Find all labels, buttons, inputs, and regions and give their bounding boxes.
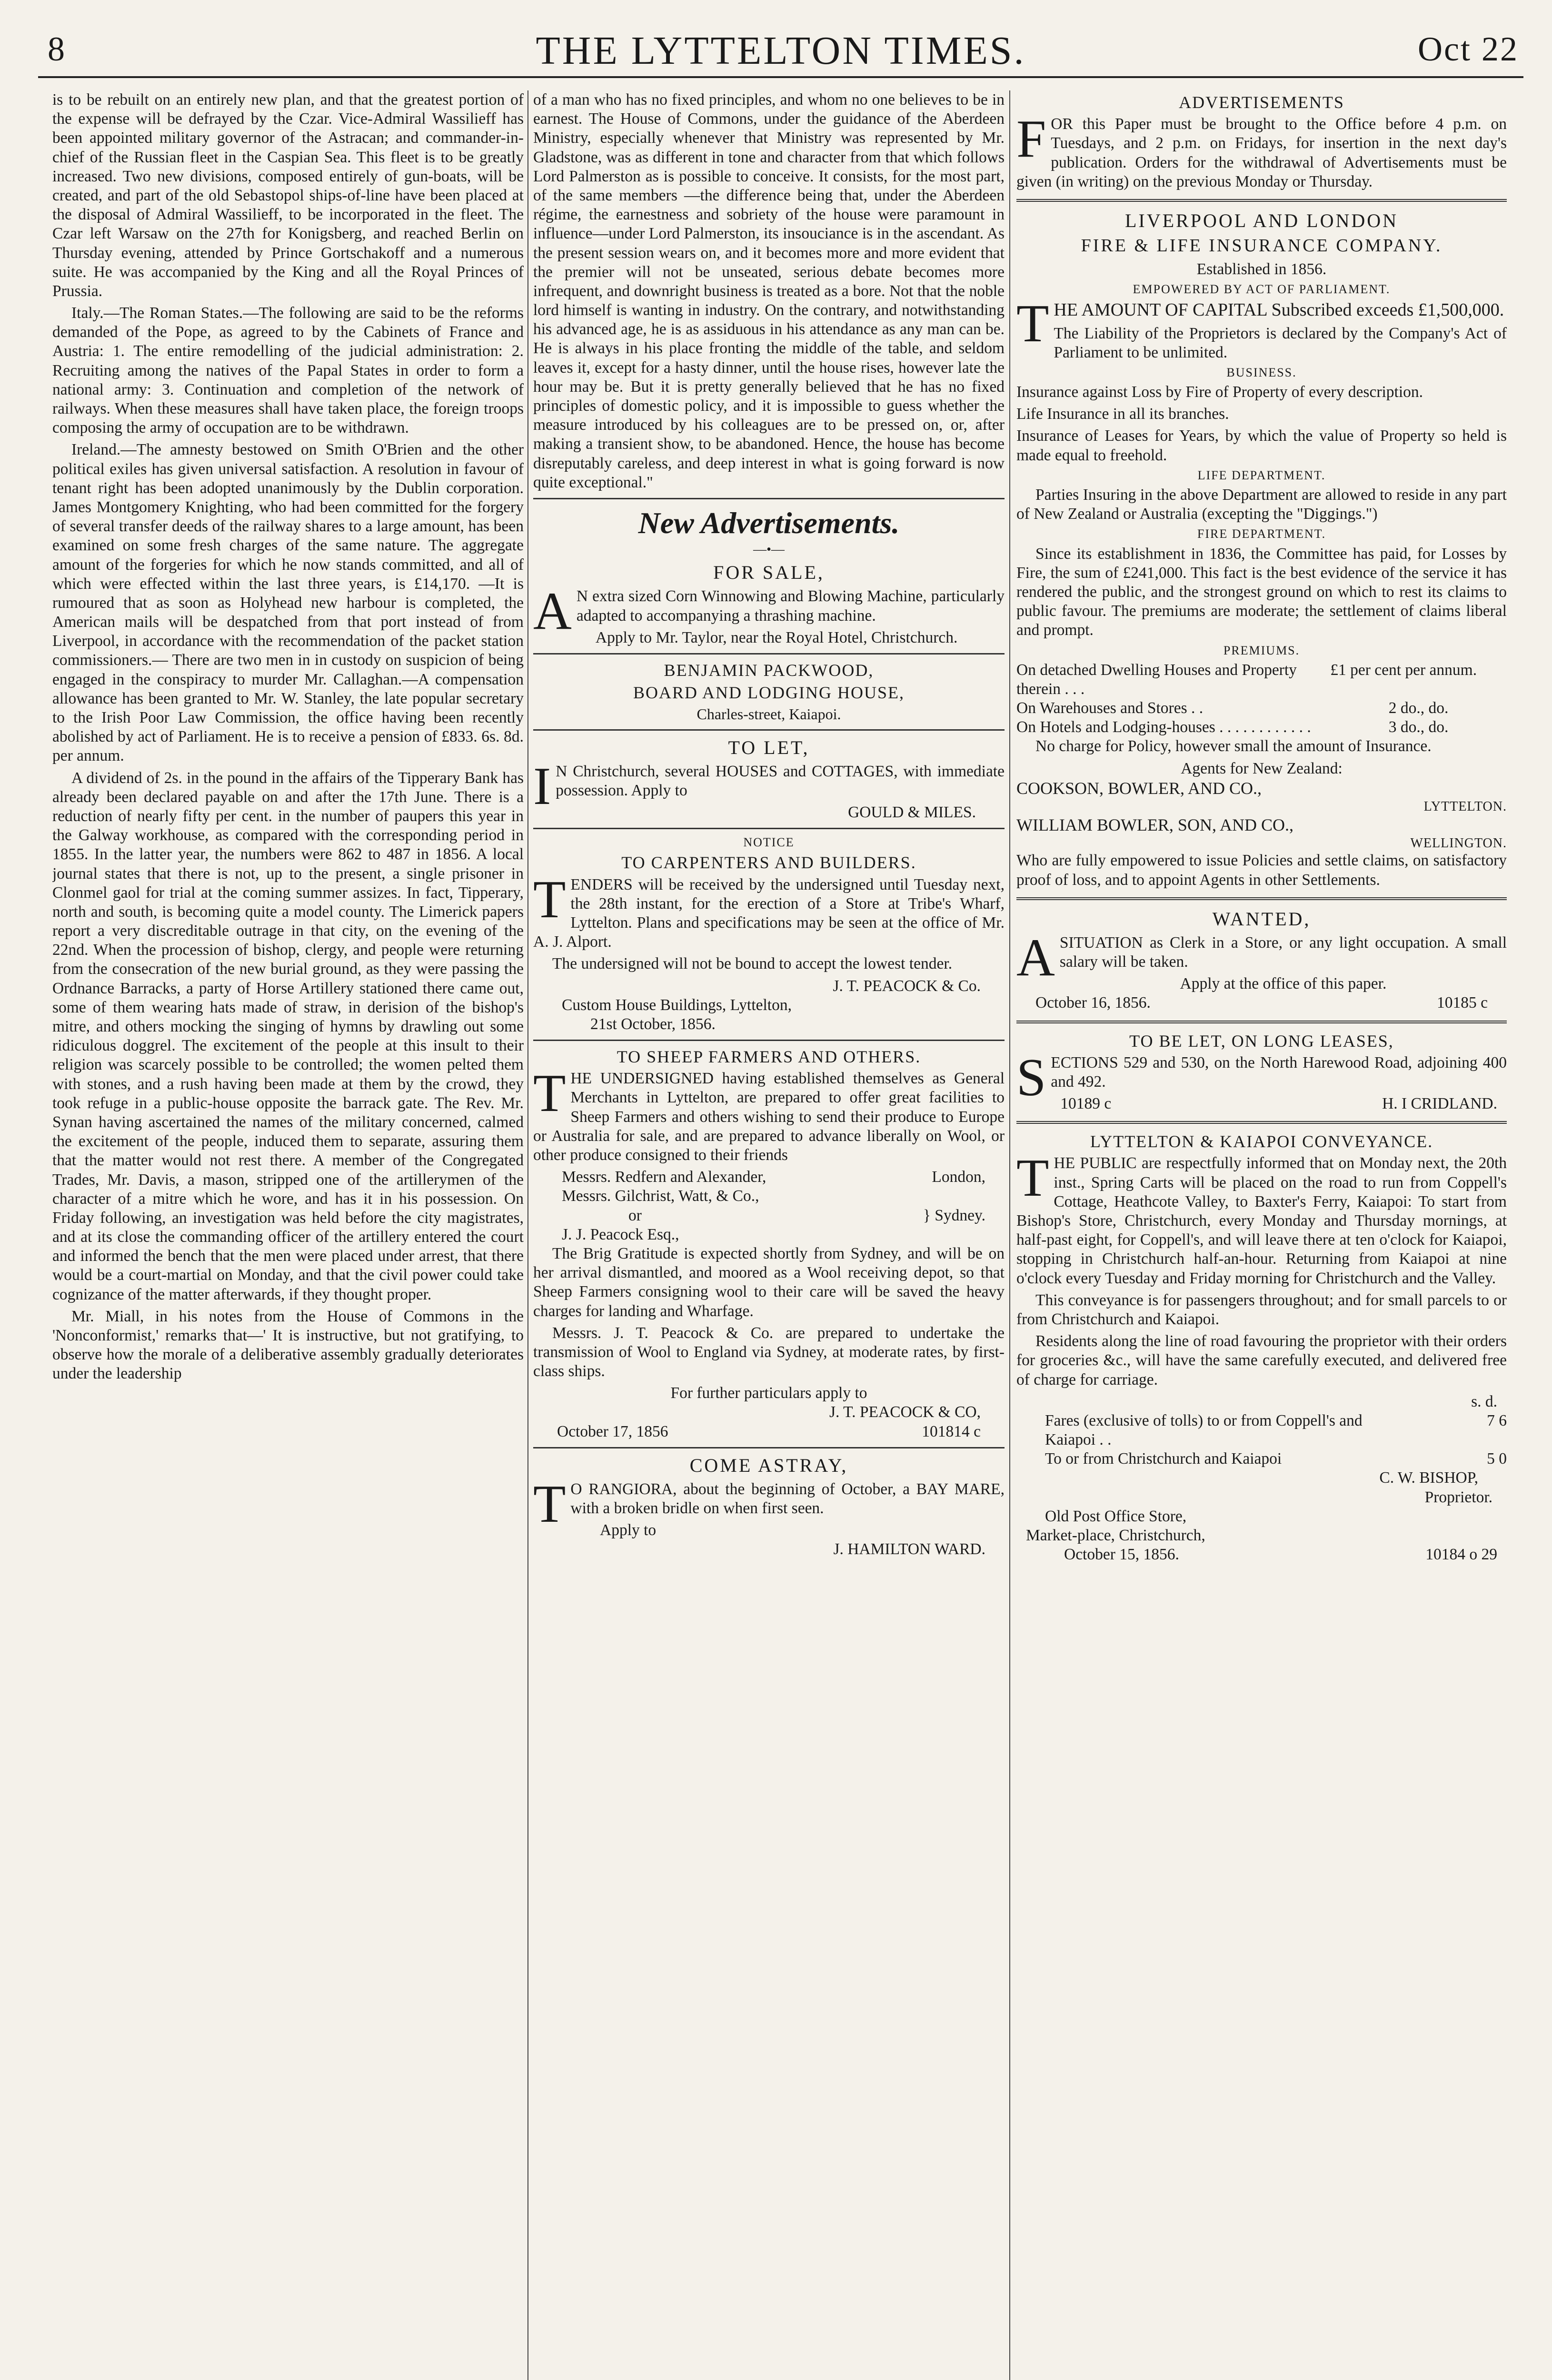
ad-packwood <box>533 660 1005 724</box>
agents-label: Agents for New Zealand: <box>1181 759 1343 777</box>
newspaper-title: THE LYTTELTON TIMES. <box>536 29 1026 73</box>
ad-signature: GOULD & MILES. <box>848 803 976 822</box>
ad-subheading: FIRE & LIFE INSURANCE COMPANY. <box>1081 235 1443 256</box>
ad-apply: Apply at the office of this paper. <box>1180 975 1387 993</box>
premium-rate: £1 per cent per annum. <box>1330 661 1477 679</box>
ad-body: ENDERS will be received by the undersigned until Tuesday next, the 28th instant, for the erection of a Store at Tribe's Wharf, Lyttelton. Plans and specifications may be seen at the office of Mr. A. J. Alport. <box>533 875 1005 951</box>
fare-item: To or from Christchurch and Kaiapoi <box>1045 1450 1282 1468</box>
ad-body: O RANGIORA, about the beginning of October, a BAY MARE, with a broken bridle on when first seen. <box>570 1480 1005 1517</box>
column-divider <box>1009 90 1010 2380</box>
ad-apply: Apply to <box>600 1521 657 1539</box>
ad-body: ECTIONS 529 and 530, on the North Harewood Road, adjoining 400 and 492. <box>1051 1053 1507 1091</box>
reference-or: or <box>628 1206 642 1224</box>
ad-body: Parties Insuring in the above Department are allowed to reside in any part of New Zealand or Australia (excepting the "Diggings.") <box>1016 486 1507 523</box>
ad-sheep-farmers: TO SHEEP FARMERS AND OTHERS. THE UNDERSIGNED having established themselves as General Merchants in Lyttelton, are prepared to offer great facilities to Sheep Farmers and others wishing to send their produce to Europe or Australia for sale, and are prepared to advance liberally on Wool, or other produce consigned to their friends Messrs. Redfern and Alexander, London, Messrs. Gilchrist, Watt, & Co., or J. J. Peacock Esq., } Sydney. The Brig Gratitude is expected shortly from Sydney, and will be on her arrival dismantled, and moored as a Wool receiving depot, so that Sheep Farmers consigning wool to their care will be saved the heavy charges for landing and Wharfage. Messrs. J. T. Peacock & Co. are prepared to undertake the transmission of Wool to England via Sydney, at moderate rates, by first-class ships. For further particulars apply to J. T. PEACOCK & CO, October 17, 1856 101814 c <box>533 1047 1005 1441</box>
reference-city: London, <box>932 1168 985 1186</box>
ornament-divider: —•— <box>753 542 785 557</box>
ad-date: October 16, 1856. <box>1035 994 1151 1012</box>
ad-advertisements-notice <box>1016 92 1507 191</box>
ad-body: The Brig Gratitude is expected shortly from Sydney, and will be on her arrival dismantled, and moored as a Wool receiving depot, so that Sheep Farmers consigning wool to their care will be saved the heavy charges for landing and Wharfage. <box>533 1244 1005 1320</box>
ad-signature: H. I CRIDLAND. <box>1382 1095 1497 1113</box>
ad-heading: FOR SALE, <box>713 562 825 584</box>
business-line: Life Insurance in all its branches. <box>1016 405 1229 423</box>
section-title: New Advertisements. <box>638 506 900 540</box>
ad-address: Charles-street, Kaiapoi. <box>696 705 841 723</box>
drop-cap: T <box>1016 294 1049 353</box>
premium-rate: 3 do., do. <box>1388 718 1449 736</box>
ad-body: N Christchurch, several HOUSES and COTTAGES, with immediate possession. Apply to <box>556 762 1005 799</box>
reference-city: Sydney. <box>935 1206 985 1224</box>
ad-established: Established in 1856. <box>1196 260 1327 278</box>
reference-name: Messrs. Gilchrist, Watt, & Co., <box>562 1187 759 1205</box>
column-divider <box>527 90 528 2380</box>
ad-signature: C. W. BISHOP, <box>1379 1469 1478 1487</box>
notice-label: NOTICE <box>743 835 795 850</box>
article-paragraph: is to be rebuilt on an entirely new plan, and that the greatest portion of the expense will be defrayed by the Czar. Vice-Admiral Wassilieff has been appointed military governor of the Astracan; and commander-in-chief of the Russian fleet in the Caspian Sea. This fleet is to be greatly increased. Two new divisions, composed entirely of gun-boats, will be created, and part of the old Sebastopol ships-of-line have been placed at the disposal of Admiral Wassilieff, to be incorporated in the fleet. The Czar left Warsaw on the 27th for Konigsberg, and reached Berlin on Thursday evening, attended by Prince Gortschakoff and a numerous suite. He was accompanied by the King and all the Royal Princes of Prussia. <box>52 91 524 300</box>
ad-date: 21st October, 1856. <box>590 1015 716 1033</box>
ad-empowered: EMPOWERED BY ACT OF PARLIAMENT. <box>1133 282 1391 296</box>
column-notices <box>1016 90 1507 2380</box>
premium-rate: 2 do., do. <box>1388 699 1449 717</box>
ad-signature: J. T. PEACOCK & Co. <box>833 977 981 995</box>
section-label: BUSINESS. <box>1226 365 1297 379</box>
agent-name: COOKSON, BOWLER, AND CO., <box>1016 778 1262 798</box>
issue-date: Oct 22 <box>1418 30 1519 68</box>
article-continuation: of a man who has no fixed principles, and whom no one believes to be in earnest. The House of Commons, under the guidance of the Aberdeen Ministry, especially whenever that Ministry was represented by Mr. Gladstone, was as different in tone and character from that which follows Lord Palmerston as is possible to conceive. It consists, for the most part, of the same members —the difference being that, under the Aberdeen régime, the earnestness and sobriety of the house were paramount in influence—under Lord Palmerston, its insouciance is in the ascendant. As the present session wears on, and it becomes more and more evident that the premier will not be unseated, serious debate becomes more infrequent, and downright business is treated as a bore. Not that the noble lord himself is wanting in industry. On the contrary, and notwithstanding his advanced age, he is as assiduous in his attendance as any man can be. He is always in his place fronting the middle of the table, and seldom leaves it, except for a hasty dinner, until the house rises, however late the hour may be. But it is pretty generally believed that he has no fixed principles of domestic policy, and it is impossible to guess whether the measure introduced by his colleagues are to be pressed on, or, after making a transient show, to be abandoned. Hence, the house has become disreputably careless, and deep interest in what is going forward is now quite exceptional." <box>533 91 1005 491</box>
fare-price: 7 6 <box>1487 1411 1507 1429</box>
ad-body: Since its establishment in 1836, the Committee has paid, for Losses by Fire, the sum of £241,000. This fact is the best evidence of the service it has rendered the public, and the strongest ground on which to rest its claims to public favour. The premiums are moderate; the settlement of claims liberal and prompt. <box>1016 545 1507 639</box>
ad-date: October 15, 1856. <box>1064 1546 1179 1564</box>
ad-reference: 101814 c <box>922 1422 981 1440</box>
drop-cap: F <box>1016 109 1046 169</box>
fare-price: 5 0 <box>1487 1450 1507 1468</box>
page-number: 8 <box>48 30 65 68</box>
premium-item: On Hotels and Lodging-houses . . . . . . . . . . . . <box>1016 718 1311 736</box>
reference-name: Messrs. Redfern and Alexander, <box>562 1168 766 1186</box>
article-paragraph: Ireland.—The amnesty bestowed on Smith O'Brien and the other political exiles has given universal satisfaction. A resolution in favour of tenant right has been adopted unanimously by the Dublin corporation. James Montgomery Knighting, who had been committed for the forgery of several transfer deeds of the railway shares to a large amount, has been examined on some fresh charges of the same nature. The aggregate amount of the forgeries for which he now stands committed, and all of which were effected within the last three years, is £14,170. —It is rumoured that as soon as Holyhead new harbour is completed, the American mails will be despatched from that port instead of from Liverpool, in accordance with the recommendation of the packet station commissioners.— There are two men in in custody on suspicion of being engaged in the conspiracy to murder Mr. Callaghan.—A compensation allowance has been granted to Mr. W. Stanley, the late popular secretary to the Irish Poor Law Commission, the office having been recently abolished by act of Parliament. He is to receive a pension of £833. 6s. 8d. per annum. <box>52 441 524 765</box>
ad-body: HE UNDERSIGNED having established themselves as General Merchants in Lyttelton, are prepared to offer great facilities to Sheep Farmers and others wishing to send their produce to Europe or Australia for sale, and are prepared to advance liberally on Wool, or other produce consigned to their friends <box>533 1070 1005 1164</box>
masthead <box>38 24 1523 78</box>
ad-body: No charge for Policy, however small the amount of Insurance. <box>1035 737 1432 755</box>
ad-insurance <box>1016 209 1507 890</box>
ad-lease <box>1016 1031 1507 1114</box>
agent-name: WILLIAM BOWLER, SON, AND CO., <box>1016 815 1293 834</box>
ad-heading: LIVERPOOL AND LONDON <box>1124 209 1399 231</box>
section-label: PREMIUMS. <box>1223 643 1300 657</box>
ad-signature: J. T. PEACOCK & CO, <box>829 1403 981 1421</box>
ad-heading: TO LET, <box>728 736 810 758</box>
ad-notice-tenders <box>533 835 1005 1034</box>
ad-body: N extra sized Corn Winnowing and Blowing Machine, particularly adapted to accompanying a thrashing machine. <box>576 587 1005 625</box>
column-advertisements <box>533 90 1005 2380</box>
ad-wanted <box>1016 908 1507 1013</box>
ad-body: This conveyance is for passengers throughout; and for small parcels to or from Christchurch and Kaiapoi. <box>1016 1291 1507 1328</box>
article-paragraph: A dividend of 2s. in the pound in the affairs of the Tipperary Bank has already been declared payable on and after the 17th June. There is a reduction of nearly fifty per cent. in the number of paupers this year in the Galway workhouse, as compared with the corresponding period in 1855. In the latter year, the numbers were 862 to 487 in 1856. A local journal states that there is not, up to the present, a single prisoner in Clonmel gaol for trial at the coming summer assizes. In fact, Tipperary, north and south, is becoming quite a model county. The Limerick papers report a very discreditable outrage in that city, on the evening of the 22nd. When the procession of bishop, clergy, and people were returning from the consecration of the new burial ground, as they were passing the Ordnance Barracks, a party of Horse Artillery stationed there came out, some of them wearing hats made of straw, in derision of the bishop's mitre, and others mocking the singing of hymns by drawling out some ridiculous doggrel. The excitement of the people at this insult to their religion was scarcely possible to be controlled; the women pelted them with stones, and a rush having been made at them by the crowd, they took refuge in a public-house opposite the barrack gate. The Rev. Mr. Synan having ascertained the names of the military concerned, calmed the excitement of the people, induced them to separate, assuring them that the matter would not rest there. A member of the Congregated Trades, Mr. Davis, a mason, stripped one of the artillerymen of the character of a mitre which he wore, and has it in his possession. On Friday following, an investigation was held before the city magistrates, and at its close the commanding officer of the artillery entered the court and informed the bench that the men were placed under arrest, that there would be a court-martial on Monday, and that the civil power could take cognizance of the matter afterwards, if they thought proper. <box>52 769 524 1303</box>
business-line: Insurance of Leases for Years, by which the value of Property so held is made equal to freehold. <box>1016 427 1507 464</box>
ad-subheading: BOARD AND LODGING HOUSE, <box>633 683 905 703</box>
ad-for-sale <box>533 561 1005 647</box>
ad-date: October 17, 1856 <box>557 1422 668 1440</box>
drop-cap: T <box>533 870 566 929</box>
ad-reference: 10184 o 29 <box>1425 1546 1497 1564</box>
premium-item: On detached Dwelling Houses and Property therein . . . <box>1016 661 1297 698</box>
ad-address: Custom House Buildings, Lyttelton, <box>562 996 792 1014</box>
ad-body: SITUATION as Clerk in a Store, or any light occupation. A small salary will be taken. <box>1059 933 1507 971</box>
ad-body: Who are fully empowered to issue Policies and settle claims, on satisfactory proof of loss, and to appoint Agents in other Settlements. <box>1016 852 1507 889</box>
ad-apply: Apply to Mr. Taylor, near the Royal Hotel, Christchurch. <box>595 628 958 646</box>
ad-to-let <box>533 736 1005 823</box>
ad-body: Residents along the line of road favouring the proprietor with their orders for groceries &c., will have the same carefully executed, and delivered free of charge for carriage. <box>1016 1332 1507 1388</box>
ad-conveyance <box>1016 1131 1507 1564</box>
ad-heading: ADVERTISEMENTS <box>1179 93 1344 112</box>
ad-body: The undersigned will not be bound to accept the lowest tender. <box>552 955 953 973</box>
ad-body: Messrs. J. T. Peacock & Co. are prepared to undertake the transmission of Wool to England via Sydney, at moderate rates, by first-class ships. <box>533 1324 1005 1380</box>
ad-heading: TO SHEEP FARMERS AND OTHERS. <box>617 1047 921 1067</box>
drop-cap: T <box>533 1064 566 1123</box>
ad-apply: For further particulars apply to <box>670 1384 867 1402</box>
drop-cap: T <box>533 1474 566 1534</box>
reference-name: J. J. Peacock Esq., <box>562 1225 679 1243</box>
ad-heading: LYTTELTON & KAIAPOI CONVEYANCE. <box>1090 1132 1433 1151</box>
drop-cap: I <box>533 756 551 816</box>
ad-capital: HE AMOUNT OF CAPITAL Subscribed exceeds £1,500,000. <box>1054 299 1504 320</box>
ad-reference: 10185 c <box>1437 994 1488 1012</box>
article-paragraph: Italy.—The Roman States.—The following are said to be the reforms demanded of the Pope, as agreed to by the Cabinets of France and Austria: 1. The entire remodelling of the judicial administration: 2. Recruiting among the natives of the Papal States in order to form a national army: 3. Continuation and completion of the network of railways. When these measures shall have taken place, the foreign troops composing the army of occupation are to be withdrawn. <box>52 304 524 437</box>
ad-heading: TO CARPENTERS AND BUILDERS. <box>621 853 916 873</box>
agent-city: LYTTELTON. <box>1423 799 1507 814</box>
ad-body: HE PUBLIC are respectfully informed that on Monday next, the 20th inst., Spring Carts will be placed on the road to run from Coppell's Cottage, Heathcote Valley, to Baxter's Ferry, Kaiapoi: To start from Bishop's Store, Christchurch, every Monday and Thursday mornings, at half-past eight, for Coppell's, and will leave there at ten o'clock for Kaiapoi, stopping in Christchurch half-an-hour. Returning from Kaiapoi at nine o'clock every Tuesday and Friday morning for Christchurch and the Valley. <box>1016 1154 1507 1287</box>
section-label: LIFE DEPARTMENT. <box>1197 468 1326 482</box>
ad-body: The Liability of the Proprietors is declared by the Company's Act of Parliament to be unlimited. <box>1054 324 1507 361</box>
ad-address: Market-place, Christchurch, <box>1026 1527 1205 1544</box>
article-paragraph: Mr. Miall, in his notes from the House of Commons in the 'Nonconformist,' remarks that—' It is instructive, but not gratifying, to observe how the morale of a deliberative assembly gradually deteriorates under the leadership <box>52 1307 524 1383</box>
fares-header: s. d. <box>1471 1392 1497 1410</box>
ad-heading: TO BE LET, ON LONG LEASES, <box>1129 1031 1394 1051</box>
drop-cap: T <box>1016 1149 1049 1208</box>
ad-body: OR this Paper must be brought to the Office before 4 p.m. on Tuesdays, and 2 p.m. on Fridays, for insertion in the next day's publication. Orders for the withdrawal of Advertisements must be given (in writing) on the previous Monday or Thursday. <box>1016 115 1507 190</box>
drop-cap: S <box>1016 1048 1046 1107</box>
ad-address: Old Post Office Store, <box>1045 1507 1187 1525</box>
ad-reference: 10189 c <box>1060 1095 1112 1113</box>
ad-role: Proprietor. <box>1424 1488 1492 1506</box>
divider <box>533 498 1005 499</box>
section-label: FIRE DEPARTMENT. <box>1197 527 1326 541</box>
premium-item: On Warehouses and Stores . . <box>1016 699 1204 717</box>
drop-cap: A <box>533 582 572 641</box>
fare-item: Fares (exclusive of tolls) to or from Coppell's and Kaiapoi . . <box>1045 1411 1363 1449</box>
ad-heading: BENJAMIN PACKWOOD, <box>664 660 874 680</box>
ad-heading: COME ASTRAY, <box>689 1454 848 1476</box>
ad-heading: WANTED, <box>1212 908 1311 930</box>
drop-cap: A <box>1016 928 1055 987</box>
agent-city: WELLINGTON. <box>1410 835 1507 851</box>
ad-come-astray <box>533 1454 1005 1559</box>
business-line: Insurance against Loss by Fire of Property of every description. <box>1016 383 1423 401</box>
column-news <box>52 90 524 2380</box>
ad-signature: J. HAMILTON WARD. <box>833 1540 985 1558</box>
